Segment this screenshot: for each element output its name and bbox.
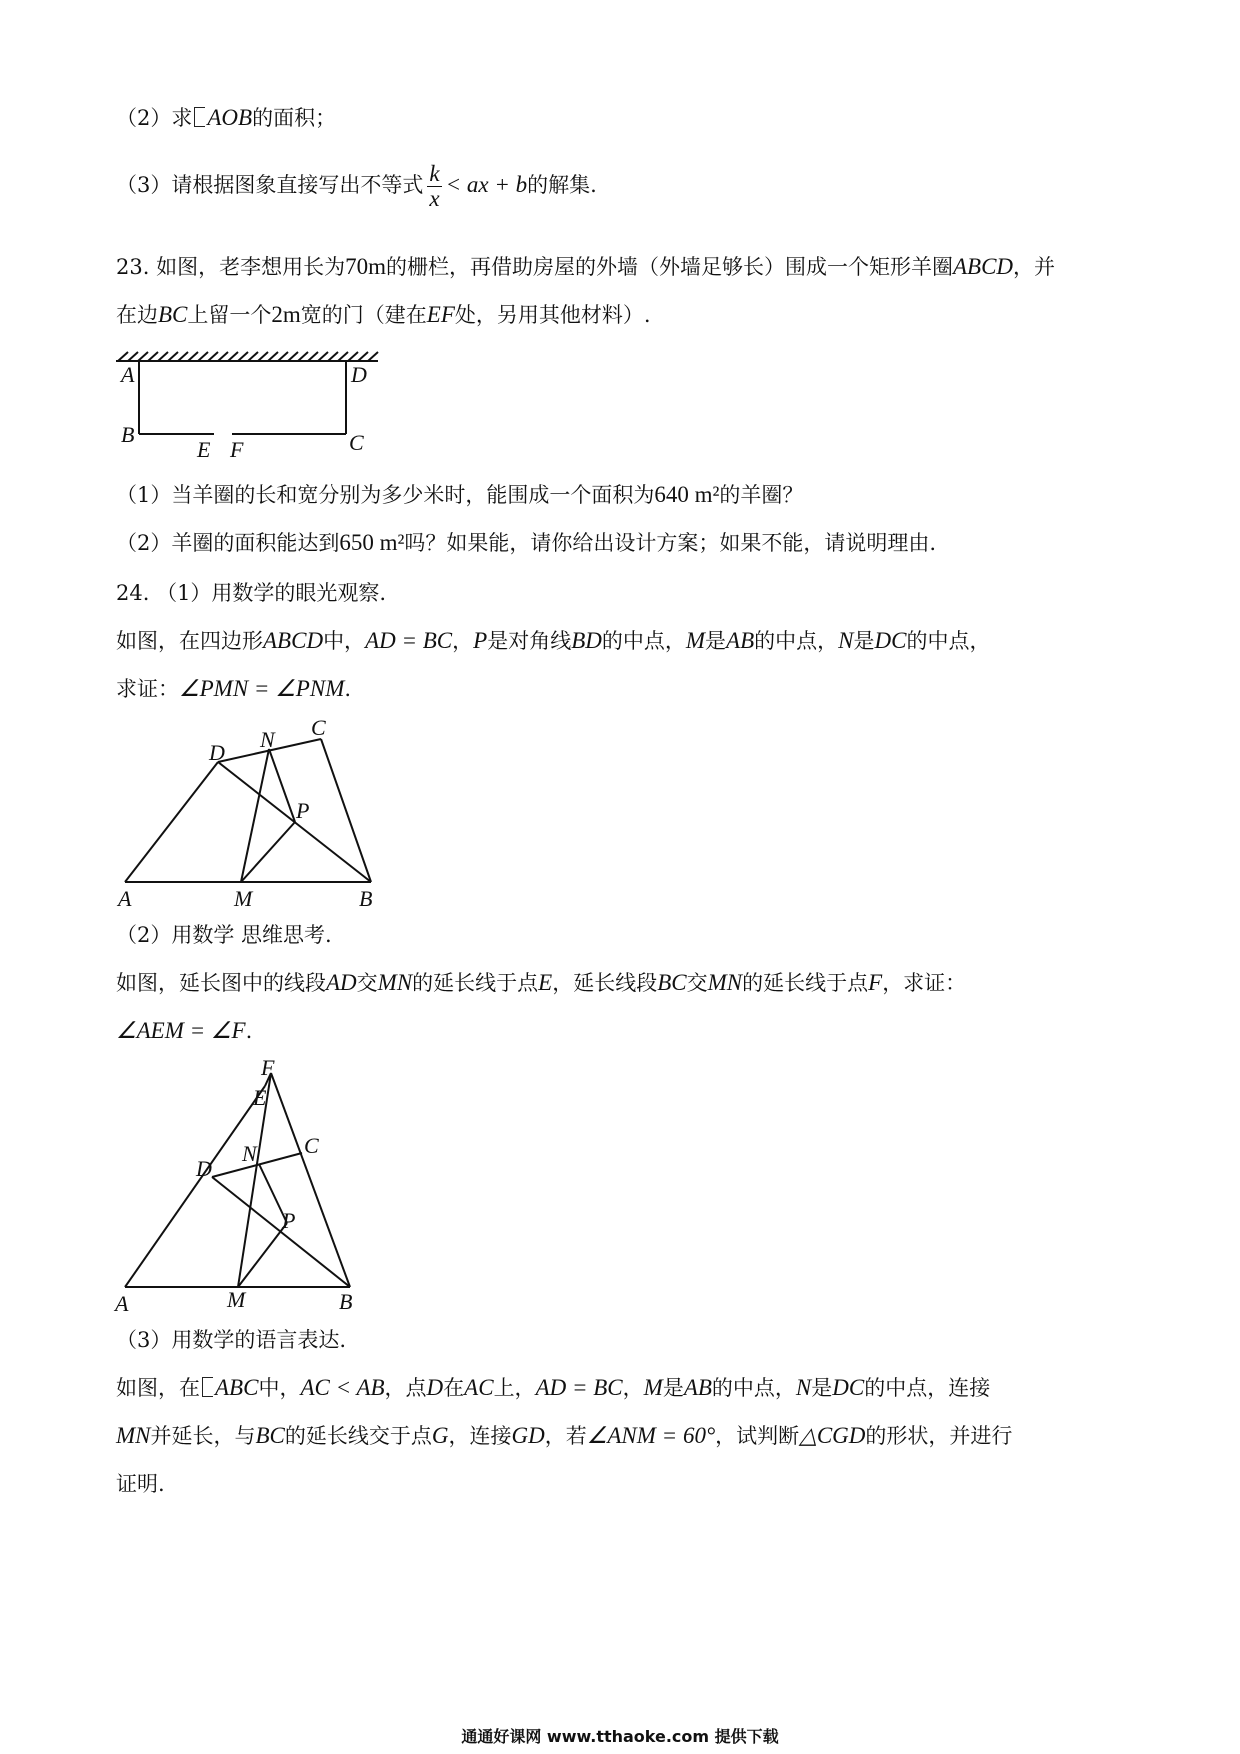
q23-line2: 在边BC上留一个2m宽的门（建在EF处，另用其他材料）. xyxy=(116,302,651,327)
q24-line6: MN并延长，与BC的延长线交于点G，连接GD，若∠ANM = 60°，试判断△CGD的形状，并进行 xyxy=(116,1423,1013,1448)
svg-text:A: A xyxy=(121,362,135,387)
svg-text:E: E xyxy=(253,1085,267,1110)
svg-text:C: C xyxy=(304,1133,319,1158)
svg-text:P: P xyxy=(296,798,310,823)
q24-line1: 如图，在四边形ABCD中，AD = BC，P是对角线BD的中点，M是AB的中点，N是DC的中点， xyxy=(116,628,991,653)
svg-text:F: F xyxy=(230,437,244,462)
svg-text:M: M xyxy=(234,886,253,911)
q24-line4: ∠AEM = ∠F. xyxy=(116,1018,253,1043)
svg-text:N: N xyxy=(242,1141,257,1166)
footer-credit: 通通好课网 www.tthaoke.com 提供下载 xyxy=(461,1727,779,1746)
svg-text:E: E xyxy=(197,437,211,462)
q24-line7: 证明. xyxy=(116,1472,165,1496)
q22-part3: （3）请根据图象直接写出不等式 $\frac{k}{x}$ < ax + b的解集. xyxy=(116,161,597,211)
q24-part2-title: （2）用数学 思维思考. xyxy=(116,923,332,947)
svg-text:A: A xyxy=(118,886,132,911)
svg-text:B: B xyxy=(339,1289,353,1314)
svg-text:D: D xyxy=(209,740,225,765)
q24-line2: 求证：∠PMN = ∠PNM. xyxy=(116,676,352,701)
svg-text:D: D xyxy=(196,1156,212,1181)
svg-text:P: P xyxy=(282,1208,296,1233)
q24-part3-title: （3）用数学的语言表达. xyxy=(116,1328,347,1352)
svg-text:N: N xyxy=(260,727,275,752)
svg-text:D: D xyxy=(351,362,367,387)
fraction-k-over-x: $\frac{k}{x}$ xyxy=(429,161,440,211)
svg-text:F: F xyxy=(261,1055,275,1080)
q23-part2: （2）羊圈的面积能达到650 m²吗？如果能，请你给出设计方案；如果不能，请说明理由. xyxy=(116,530,937,555)
svg-text:M: M xyxy=(227,1287,246,1312)
svg-text:B: B xyxy=(359,886,373,911)
svg-text:C: C xyxy=(349,430,364,455)
q23-part1: （1）当羊圈的长和宽分别为多少米时，能围成一个面积为640 m²的羊圈？ xyxy=(116,482,804,507)
q24-line3: 如图，延长图中的线段AD交MN的延长线于点E，延长线段BC交MN的延长线于点F，求证： xyxy=(116,970,967,995)
triangle-glyph xyxy=(202,1377,213,1397)
q23-line1: 23. 如图，老李想用长为70m的栅栏，再借助房屋的外墙（外墙足够长）围成一个矩形羊圈ABCD，并 xyxy=(116,254,1056,279)
svg-text:A: A xyxy=(115,1291,129,1316)
svg-text:B: B xyxy=(121,422,135,447)
q24-title: 24. （1）用数学的眼光观察. xyxy=(116,581,387,605)
q22-part2: （2）求 AOB的面积； xyxy=(116,105,337,130)
q24-line5: 如图，在 ABC中，AC < AB，点D在AC上，AD = BC，M是AB的中点，N是DC的中点，连接 xyxy=(116,1375,991,1400)
svg-text:C: C xyxy=(311,715,326,740)
